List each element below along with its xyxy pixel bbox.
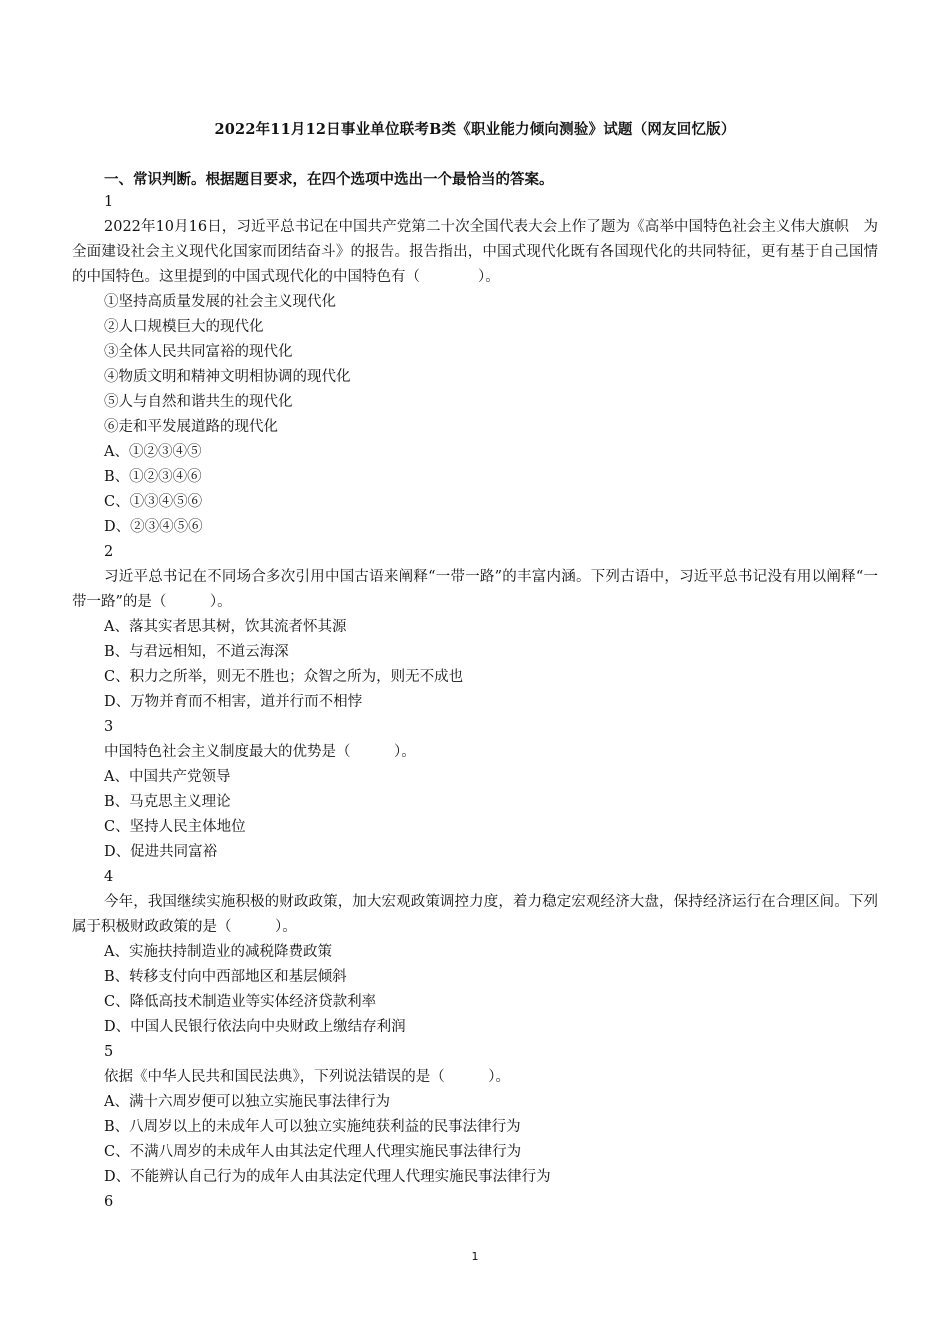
option-d: D、不能辨认自己行为的成年人由其法定代理人代理实施民事法律行为 bbox=[104, 1169, 551, 1185]
statement-item: ④物质文明和精神文明相协调的现代化 bbox=[104, 369, 351, 385]
option-c: C、坚持人民主体地位 bbox=[104, 819, 246, 835]
option-a: A、实施扶持制造业的减税降费政策 bbox=[104, 944, 332, 960]
option-c: C、积力之所举，则无不胜也；众智之所为，则无不成也 bbox=[104, 669, 464, 685]
question-number: 2 bbox=[104, 544, 114, 560]
option-c: C、降低高技术制造业等实体经济贷款利率 bbox=[104, 994, 377, 1010]
section-heading: 一、常识判断。根据题目要求，在四个选项中选出一个最恰当的答案。 bbox=[104, 171, 554, 188]
option-b: B、①②③④⑥ bbox=[104, 469, 202, 485]
statement-item: ①坚持高质量发展的社会主义现代化 bbox=[104, 294, 336, 310]
option-a: A、落其实者思其树，饮其流者怀其源 bbox=[104, 619, 347, 635]
statement-item: ⑥走和平发展道路的现代化 bbox=[104, 419, 278, 435]
page-number: 1 bbox=[471, 1250, 479, 1263]
option-a: A、满十六周岁便可以独立实施民事法律行为 bbox=[104, 1094, 390, 1110]
option-d: D、中国人民银行依法向中央财政上缴结存利润 bbox=[104, 1019, 406, 1035]
statement-item: ⑤人与自然和谐共生的现代化 bbox=[104, 394, 293, 410]
option-d: D、②③④⑤⑥ bbox=[104, 519, 203, 535]
question-number: 3 bbox=[104, 719, 114, 735]
statement-item: ③全体人民共同富裕的现代化 bbox=[104, 344, 293, 360]
option-b: B、八周岁以上的未成年人可以独立实施纯获利益的民事法律行为 bbox=[104, 1119, 521, 1135]
option-d: D、万物并育而不相害，道并行而不相悖 bbox=[104, 694, 363, 710]
question-number: 5 bbox=[104, 1044, 114, 1060]
option-d: D、促进共同富裕 bbox=[104, 844, 218, 860]
option-c: C、不满八周岁的未成年人由其法定代理人代理实施民事法律行为 bbox=[104, 1144, 522, 1160]
option-a: A、中国共产党领导 bbox=[104, 769, 231, 785]
option-b: B、马克思主义理论 bbox=[104, 794, 231, 810]
option-b: B、转移支付向中西部地区和基层倾斜 bbox=[104, 969, 347, 985]
question-list bbox=[72, 190, 878, 1215]
option-b: B、与君远相知，不道云海深 bbox=[104, 644, 289, 660]
question-number: 1 bbox=[104, 194, 114, 210]
document-title: 2022年11月12日事业单位联考B类《职业能力倾向测验》试题（网友回忆版） bbox=[214, 121, 736, 138]
option-a: A、①②③④⑤ bbox=[104, 444, 202, 460]
question-stem: 2022年10月16日，习近平总书记在中国共产党第二十次全国代表大会上作了题为《高举中国特色社会主义伟大旗帜 为全面建设社会主义现代化国家而团结奋斗》的报告。报告指出，中国式现代化既有各国现代化的共同特征，更有基于自己国情的中国特色。这里提到的中国式现代化的中国特色有（ ）。 bbox=[72, 219, 878, 285]
question-number: 4 bbox=[104, 869, 114, 885]
question-stem: 习近平总书记在不同场合多次引用中国古语来阐释“一带一路”的丰富内涵。下列古语中，习近平总书记没有用以阐释“一带一路”的是（ ）。 bbox=[72, 569, 878, 610]
option-c: C、①③④⑤⑥ bbox=[104, 494, 203, 510]
question-stem: 中国特色社会主义制度最大的优势是（ ）。 bbox=[104, 744, 416, 760]
question-stem: 依据《中华人民共和国民法典》，下列说法错误的是（ ）。 bbox=[104, 1069, 510, 1085]
question-number: 6 bbox=[104, 1194, 114, 1210]
statement-item: ②人口规模巨大的现代化 bbox=[104, 319, 264, 335]
question-stem: 今年，我国继续实施积极的财政政策，加大宏观政策调控力度，着力稳定宏观经济大盘，保持经济运行在合理区间。下列属于积极财政政策的是（ ）。 bbox=[72, 894, 878, 935]
